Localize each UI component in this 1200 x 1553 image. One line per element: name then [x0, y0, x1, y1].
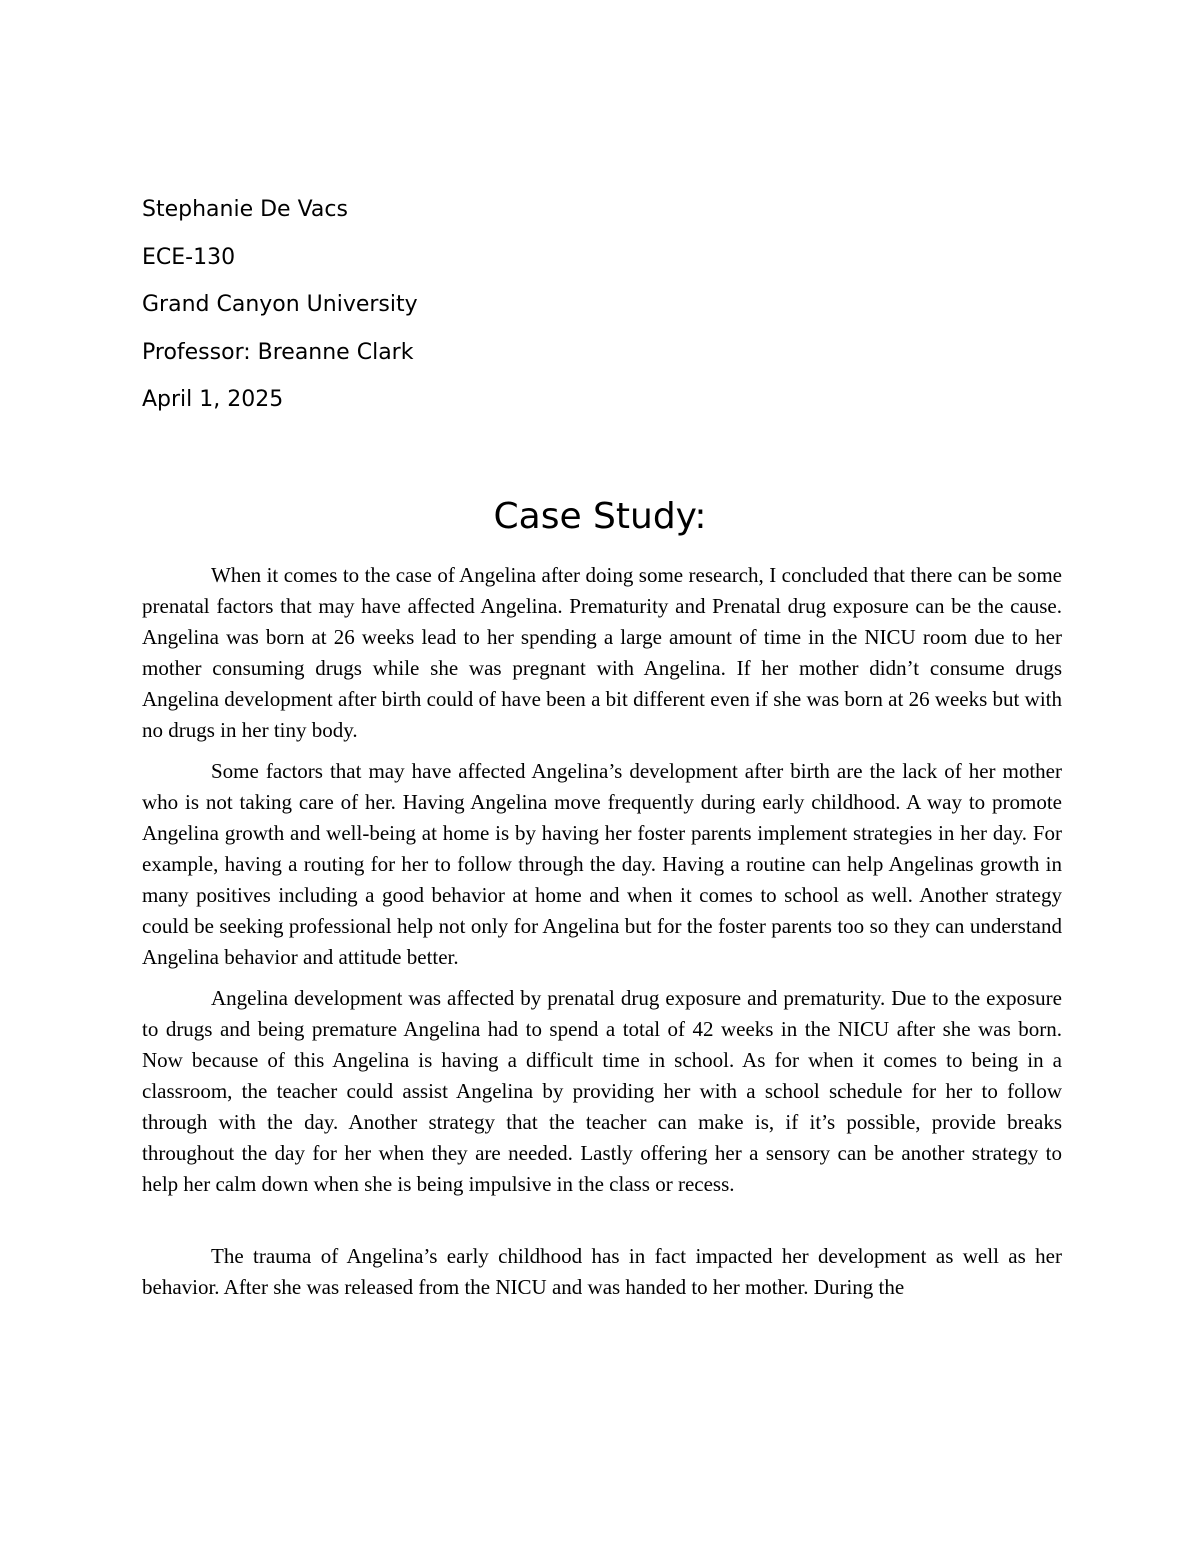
school-name: Grand Canyon University	[142, 292, 418, 317]
document-date: April 1, 2025	[142, 387, 284, 412]
body-paragraph: The trauma of Angelina’s early childhood has in fact impacted her development as well as her behavior. After she was released from the NICU and was handed to her mother. During the	[142, 1244, 1062, 1299]
body-paragraph: Angelina development was affected by prenatal drug exposure and prematurity. Due to the exposure to drugs and being premature Angelina had to spend a total of 42 weeks in the NICU after she was born. Now because of this Angelina is having a difficult time in school. As for when it comes to being in a classroom, the teacher could assist Angelina by providing her with a school schedule for her to follow through with the day. Another strategy that the teacher can make is, if it’s possible, provide breaks throughout the day for her when they are needed. Lastly offering her a sensory can be another strategy to help her calm down when she is being impulsive in the class or recess.	[142, 986, 1062, 1196]
course-code: ECE-130	[142, 244, 236, 270]
body-paragraph: When it comes to the case of Angelina after doing some research, I concluded that there can be some prenatal factors that may have affected Angelina. Prematurity and Prenatal drug exposure can be the cause. Angelina was born at 26 weeks lead to her spending a large amount of time in the NICU room due to her mother consuming drugs while she was pregnant with Angelina. If her mother didn’t consume drugs Angelina development after birth could of have been a bit different even if she was born at 26 weeks but with no drugs in her tiny body.	[142, 563, 1062, 742]
body-paragraph: Some factors that may have affected Angelina’s development after birth are the lack of her mother who is not taking care of her. Having Angelina move frequently during early childhood. A way to promote Angelina growth and well-being at home is by having her foster parents implement strategies in her day. For example, having a routing for her to follow through the day. Having a routine can help Angelinas growth in many positives including a good behavior at home and when it comes to school as well. Another strategy could be seeking professional help not only for Angelina but for the foster parents too so they can understand Angelina behavior and attitude better.	[142, 759, 1062, 969]
professor-name: Professor: Breanne Clark	[142, 339, 414, 365]
document-body	[142, 560, 1062, 1313]
author-name: Stephanie De Vacs	[142, 197, 348, 222]
document-header	[142, 186, 418, 424]
document-title: Case Study:	[493, 496, 707, 537]
